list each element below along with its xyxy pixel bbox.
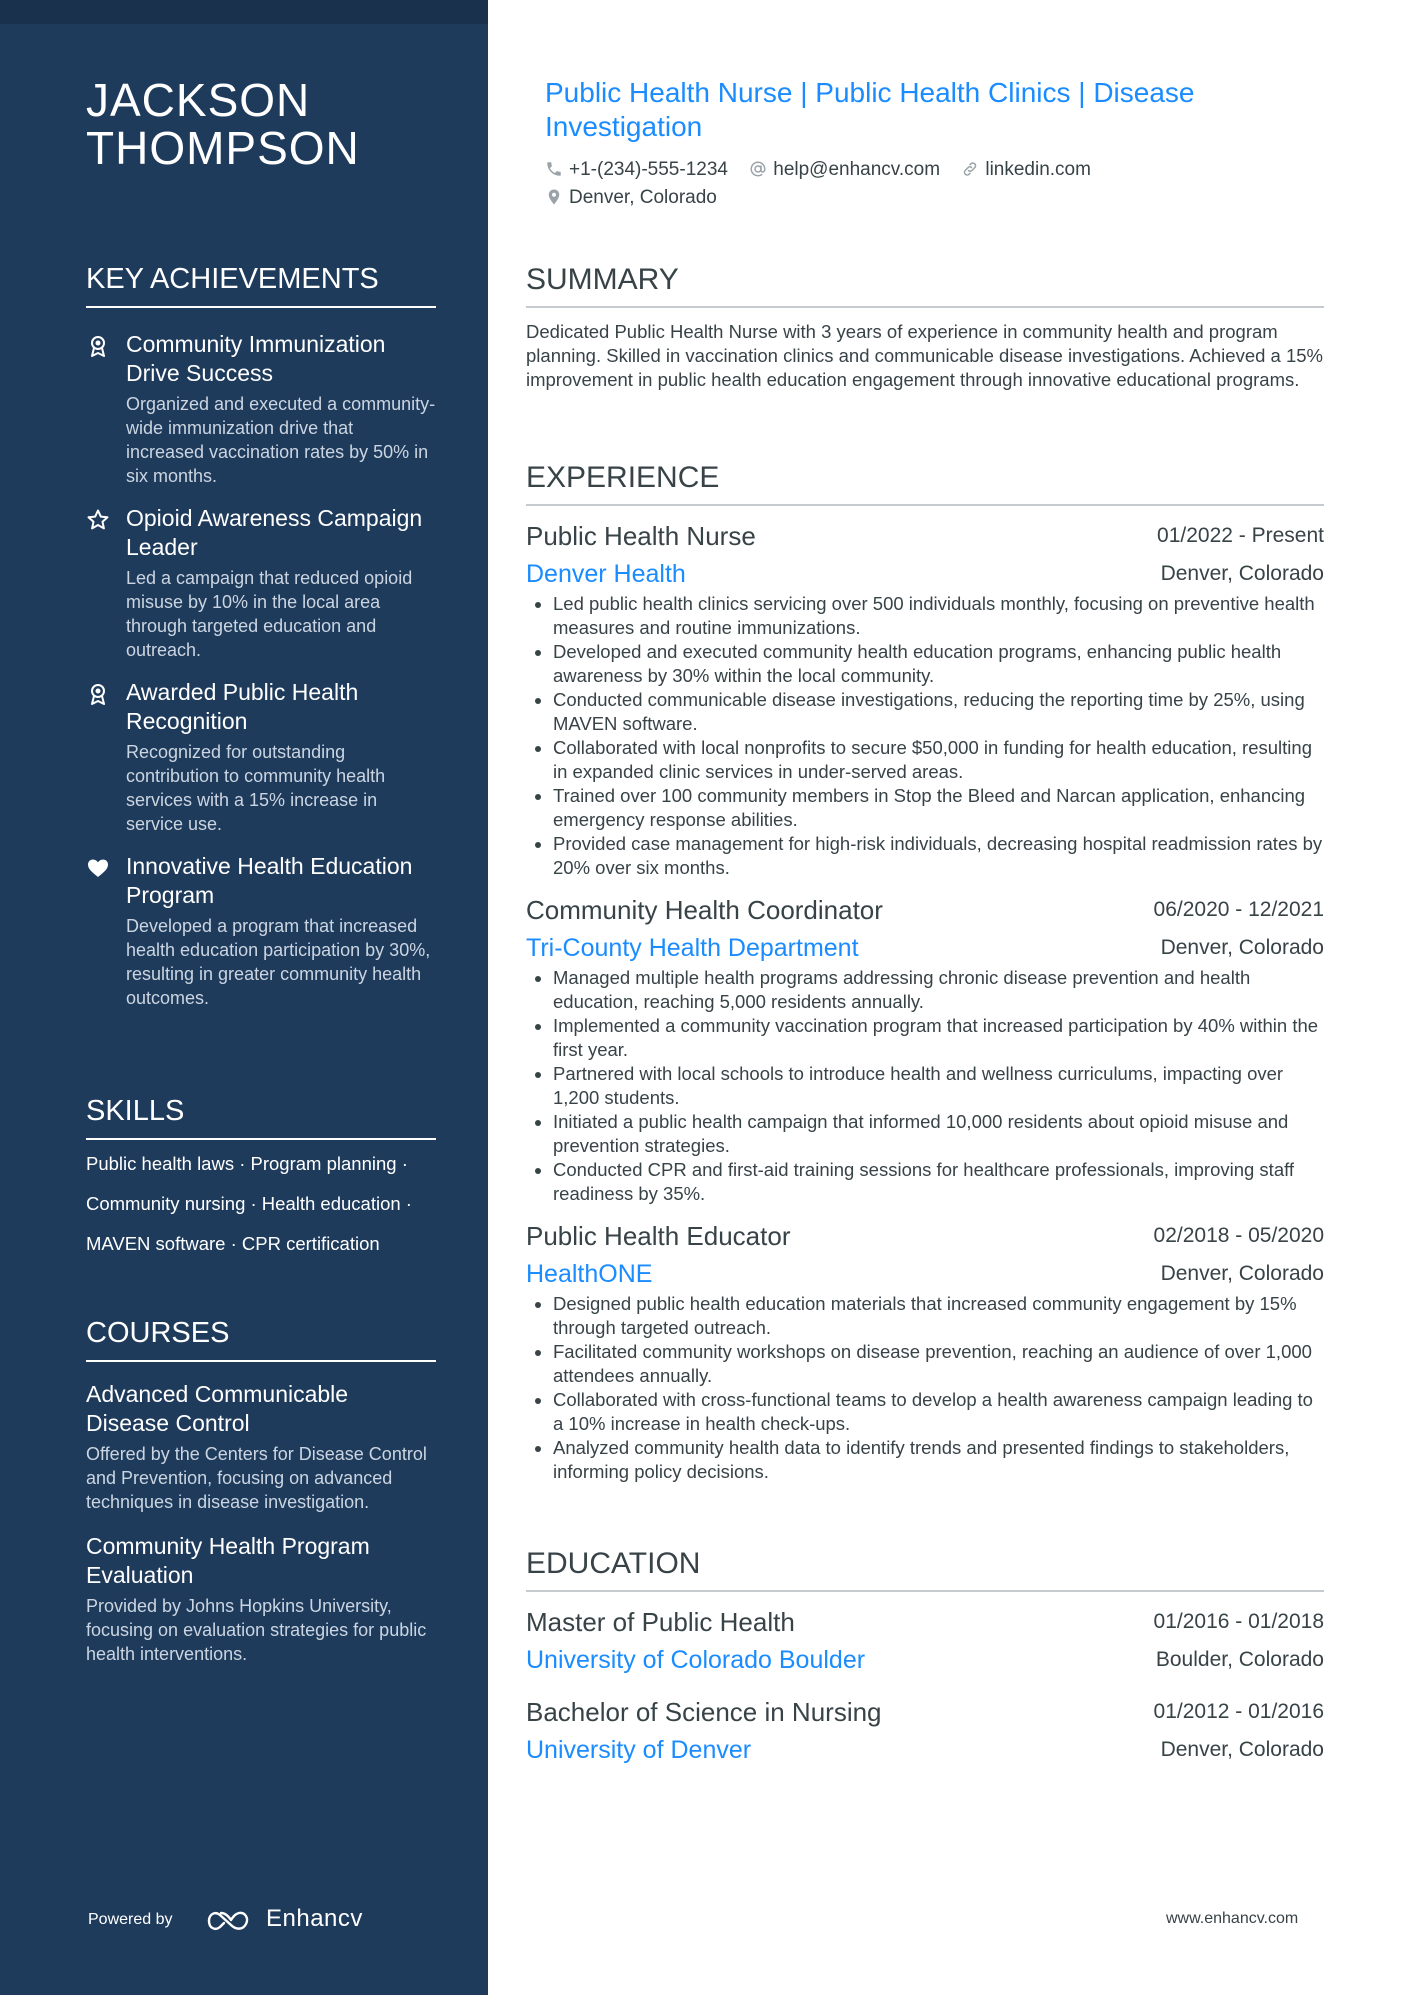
job-bullets bbox=[526, 966, 1324, 1206]
job-bullets bbox=[526, 592, 1324, 880]
education-dates: 01/2016 - 01/2018 bbox=[1153, 1610, 1324, 1633]
course-description: Provided by Johns Hopkins University, focusing on evaluation strategies for public health interventions. bbox=[86, 1596, 427, 1664]
phone-text: +1-(234)-555-1234 bbox=[569, 159, 728, 180]
bullet-item: Conducted communicable disease investigations, reducing the reporting time by 25%, using MAVEN software. bbox=[553, 688, 1324, 736]
website-text: linkedin.com bbox=[985, 159, 1091, 180]
education-entry bbox=[526, 1602, 1324, 1678]
heart-icon bbox=[86, 856, 110, 880]
course-item bbox=[86, 1532, 436, 1666]
job-dates: 06/2020 - 12/2021 bbox=[1153, 898, 1324, 921]
award-ribbon-icon bbox=[86, 682, 110, 706]
experience-entry bbox=[526, 1216, 1324, 1484]
course-item bbox=[86, 1380, 436, 1514]
key-achievements-title: KEY ACHIEVEMENTS bbox=[86, 262, 436, 308]
bullet-item: Collaborated with cross-functional teams to develop a health awareness campaign leading to a 10% increase in health check-ups. bbox=[553, 1388, 1324, 1436]
job-dates: 02/2018 - 05/2020 bbox=[1153, 1224, 1324, 1247]
skills-line: Community nursing · Health education · bbox=[86, 1193, 412, 1214]
job-organization[interactable]: HealthONE bbox=[526, 1260, 653, 1288]
link-icon bbox=[961, 160, 979, 178]
course-title: Advanced Communicable Disease Control bbox=[86, 1381, 349, 1436]
achievement-item bbox=[86, 852, 436, 1010]
experience-title: EXPERIENCE bbox=[526, 460, 1324, 506]
powered-by-label: Powered by bbox=[88, 1911, 173, 1928]
sidebar-top-strip bbox=[0, 0, 488, 24]
phone-icon bbox=[545, 160, 563, 178]
headline: Public Health Nurse | Public Health Clinics | Disease Investigation bbox=[545, 77, 1195, 142]
achievement-description: Recognized for outstanding contribution to community health services with a 15% increase in service use. bbox=[126, 742, 386, 834]
job-bullets bbox=[526, 1292, 1324, 1484]
website-footer-link[interactable]: www.enhancv.com bbox=[1166, 1910, 1299, 1927]
job-organization[interactable]: Tri-County Health Department bbox=[526, 934, 859, 962]
achievement-title: Awarded Public Health Recognition bbox=[126, 679, 359, 734]
achievement-description: Organized and executed a community-wide immunization drive that increased vaccination rates by 50% in six months. bbox=[126, 394, 436, 486]
degree: Bachelor of Science in Nursing bbox=[526, 1697, 882, 1727]
achievement-title: Opioid Awareness Campaign Leader bbox=[126, 505, 423, 560]
achievement-title: Innovative Health Education Program bbox=[126, 853, 413, 908]
star-outline-icon bbox=[86, 508, 110, 532]
achievement-item bbox=[86, 678, 436, 836]
school[interactable]: University of Denver bbox=[526, 1736, 752, 1764]
skills-section bbox=[86, 1094, 436, 1256]
education-dates: 01/2012 - 01/2016 bbox=[1153, 1700, 1324, 1723]
email-contact[interactable] bbox=[749, 156, 940, 184]
candidate-name: JACKSON THOMPSON bbox=[86, 74, 360, 174]
skills-title: SKILLS bbox=[86, 1094, 436, 1140]
bullet-item: Led public health clinics servicing over 500 individuals monthly, focusing on preventive health measures and routine immunizations. bbox=[553, 592, 1324, 640]
bullet-item: Conducted CPR and first-aid training sessions for healthcare professionals, improving staff readiness by 35%. bbox=[553, 1158, 1324, 1206]
phone-contact[interactable] bbox=[545, 156, 728, 184]
achievement-item bbox=[86, 330, 436, 488]
bullet-item: Facilitated community workshops on disease prevention, reaching an audience of over 1,000 attendees annually. bbox=[553, 1340, 1324, 1388]
bullet-item: Trained over 100 community members in Stop the Bleed and Narcan application, enhancing emergency response abilities. bbox=[553, 784, 1324, 832]
achievement-item bbox=[86, 504, 436, 662]
achievement-description: Led a campaign that reduced opioid misuse by 10% in the local area through targeted education and outreach. bbox=[126, 568, 413, 660]
achievement-description: Developed a program that increased health education participation by 30%, resulting in greater community health outcomes. bbox=[126, 916, 431, 1008]
location-contact bbox=[545, 184, 717, 212]
contact-info bbox=[545, 156, 1305, 212]
website-contact[interactable] bbox=[961, 156, 1091, 184]
job-role: Public Health Nurse bbox=[526, 521, 756, 551]
job-location: Denver, Colorado bbox=[1160, 1262, 1324, 1285]
job-organization[interactable]: Denver Health bbox=[526, 560, 686, 588]
at-sign-icon bbox=[749, 160, 767, 178]
courses-title: COURSES bbox=[86, 1316, 436, 1362]
summary-title: SUMMARY bbox=[526, 262, 1324, 308]
experience-entry bbox=[526, 516, 1324, 880]
email-text: help@enhancv.com bbox=[773, 159, 941, 180]
bullet-item: Collaborated with local nonprofits to secure $50,000 in funding for health education, resulting in expanded clinic services in under-served areas. bbox=[553, 736, 1324, 784]
bullet-item: Managed multiple health programs addressing chronic disease prevention and health education, reaching 5,000 residents annually. bbox=[553, 966, 1324, 1014]
bullet-item: Developed and executed community health education programs, enhancing public health awareness by 30% within the local community. bbox=[553, 640, 1324, 688]
job-location: Denver, Colorado bbox=[1160, 936, 1324, 959]
bullet-item: Provided case management for high-risk individuals, decreasing hospital readmission rates by 20% over six months. bbox=[553, 833, 1323, 878]
courses-section bbox=[86, 1316, 436, 1666]
achievement-title: Community Immunization Drive Success bbox=[126, 331, 386, 386]
skills-line: Public health laws · Program planning · bbox=[86, 1153, 408, 1174]
course-title: Community Health Program Evaluation bbox=[86, 1533, 370, 1588]
education-location: Boulder, Colorado bbox=[1155, 1648, 1324, 1671]
enhancv-brand: Enhancv bbox=[266, 1905, 363, 1932]
enhancv-logo-icon bbox=[206, 1906, 256, 1936]
education-title: EDUCATION bbox=[526, 1546, 1324, 1592]
bullet-item: Designed public health education materials that increased community engagement by 15% through targeted outreach. bbox=[553, 1292, 1324, 1340]
job-role: Community Health Coordinator bbox=[526, 895, 883, 925]
key-achievements-section bbox=[86, 262, 436, 1010]
bullet-item: Implemented a community vaccination program that increased participation by 40% within the first year. bbox=[553, 1014, 1324, 1062]
award-ribbon-icon bbox=[86, 334, 110, 358]
course-description: Offered by the Centers for Disease Control and Prevention, focusing on advanced techniques in disease investigation. bbox=[86, 1444, 427, 1512]
education-entry bbox=[526, 1692, 1324, 1768]
school[interactable]: University of Colorado Boulder bbox=[526, 1646, 866, 1674]
summary-section bbox=[526, 262, 1324, 392]
job-dates: 01/2022 - Present bbox=[1157, 524, 1324, 547]
bullet-item: Initiated a public health campaign that informed 10,000 residents about opioid misuse and prevention strategies. bbox=[553, 1110, 1324, 1158]
summary-text: Dedicated Public Health Nurse with 3 years of experience in community health and program planning. Skilled in vaccination clinics and communicable disease investigations. Achieved a 15% improvement in public health education engagement through innovative educational programs. bbox=[526, 321, 1323, 390]
education-location: Denver, Colorado bbox=[1160, 1738, 1324, 1761]
location-pin-icon bbox=[545, 188, 563, 206]
job-role: Public Health Educator bbox=[526, 1221, 791, 1251]
bullet-item: Partnered with local schools to introduce health and wellness curriculums, impacting over 1,200 students. bbox=[553, 1062, 1324, 1110]
powered-by-footer bbox=[88, 1904, 448, 1944]
bullet-item: Analyzed community health data to identify trends and presented findings to stakeholders, informing policy decisions. bbox=[553, 1436, 1324, 1484]
experience-section bbox=[526, 460, 1324, 1484]
degree: Master of Public Health bbox=[526, 1607, 795, 1637]
location-text: Denver, Colorado bbox=[569, 187, 717, 208]
skills-line: MAVEN software · CPR certification bbox=[86, 1233, 380, 1254]
job-location: Denver, Colorado bbox=[1160, 562, 1324, 585]
education-section bbox=[526, 1546, 1324, 1768]
experience-entry bbox=[526, 890, 1324, 1206]
